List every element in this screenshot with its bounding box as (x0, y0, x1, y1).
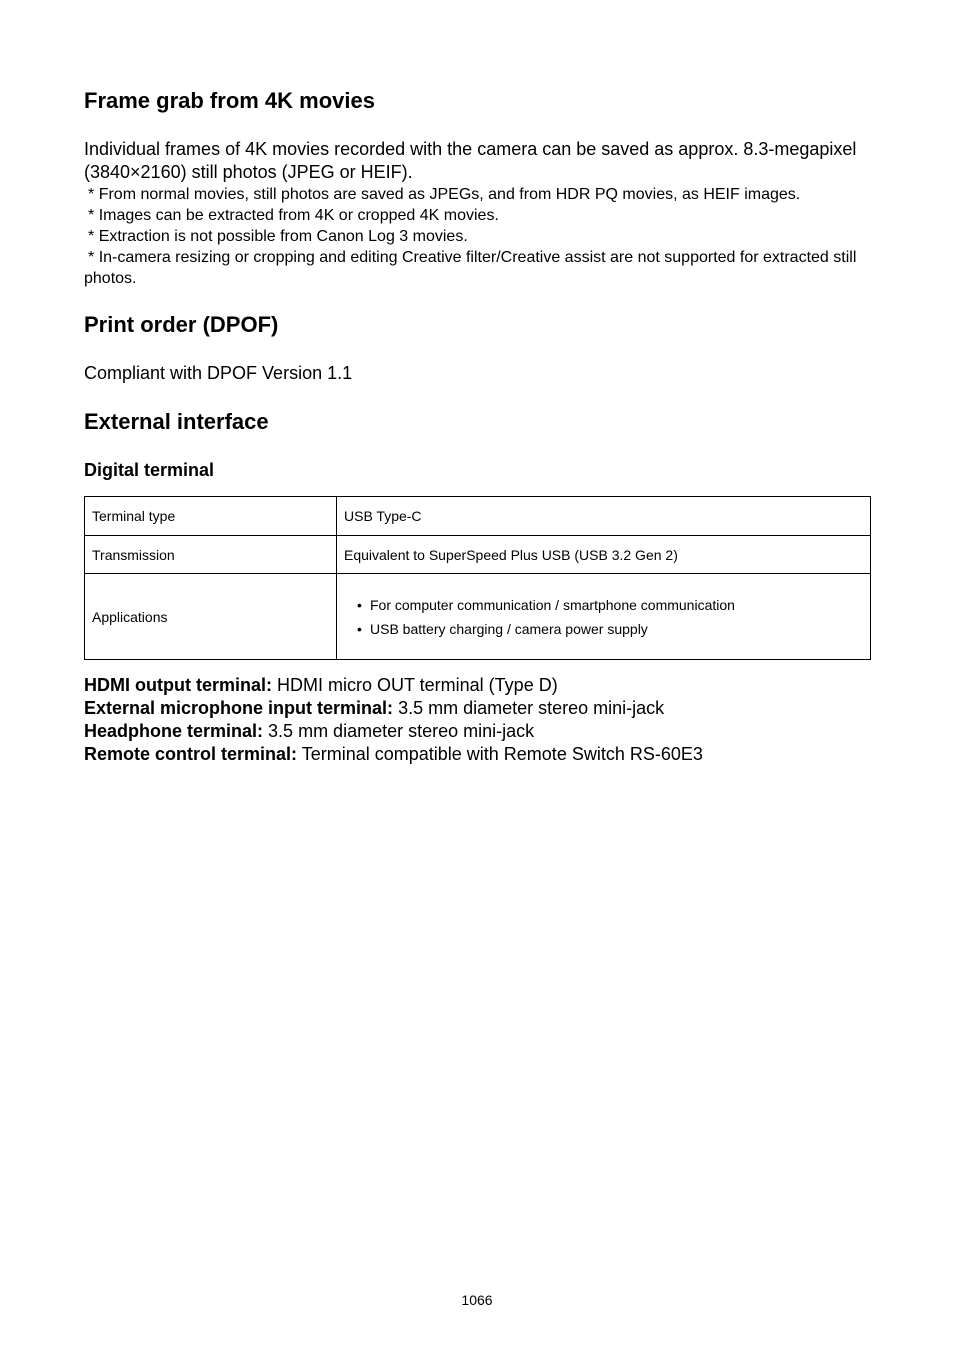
page-number: 1066 (461, 1292, 493, 1308)
frame-grab-paragraph: Individual frames of 4K movies recorded with the camera can be saved as approx. 8.3-megapixel (3840×2160) still photos (JPEG or HEIF). (84, 139, 857, 182)
terminal-label: Headphone terminal: (84, 721, 264, 741)
heading-print-order: Print order (DPOF) (84, 312, 279, 337)
table-cell-key: Transmission (85, 536, 337, 574)
print-order-paragraph: Compliant with DPOF Version 1.1 (84, 363, 353, 383)
terminal-line (84, 720, 871, 743)
note-item: * In-camera resizing or cropping and editing Creative filter/Creative assist are not supported for extracted still photos. (84, 249, 857, 287)
terminal-value: 3.5 mm diameter stereo mini-jack (268, 721, 535, 741)
terminal-label: External microphone input terminal: (84, 698, 394, 718)
table-cell-key: Terminal type (85, 497, 337, 536)
terminal-line (84, 697, 871, 720)
table-row (85, 574, 871, 660)
note-item: * Images can be extracted from 4K or cropped 4K movies. (88, 207, 499, 224)
note-item: * From normal movies, still photos are saved as JPEGs, and from HDR PQ movies, as HEIF images. (88, 186, 801, 203)
note-item: * Extraction is not possible from Canon Log 3 movies. (88, 228, 468, 245)
terminal-label: Remote control terminal: (84, 744, 298, 764)
table-cell-value (337, 574, 871, 660)
table-cell-value: Equivalent to SuperSpeed Plus USB (USB 3.2 Gen 2) (337, 536, 871, 574)
table-cell-key: Applications (85, 574, 337, 660)
table-row (85, 536, 871, 574)
table-row (85, 497, 871, 536)
terminal-line (84, 674, 871, 697)
subheading-digital-terminal: Digital terminal (84, 460, 215, 480)
applications-list (344, 593, 863, 641)
list-item: • For computer communication / smartphone communication (357, 596, 735, 613)
frame-grab-notes (84, 184, 871, 289)
heading-external-interface: External interface (84, 409, 269, 434)
terminal-value: HDMI micro OUT terminal (Type D) (277, 675, 558, 695)
digital-terminal-table (84, 496, 871, 660)
list-item: • USB battery charging / camera power supply (357, 620, 648, 637)
terminal-list (84, 674, 871, 766)
table-cell-value: USB Type-C (337, 497, 871, 536)
terminal-value: Terminal compatible with Remote Switch RS-60E3 (301, 744, 703, 764)
heading-frame-grab: Frame grab from 4K movies (84, 88, 375, 113)
terminal-label: HDMI output terminal: (84, 675, 272, 695)
terminal-value: 3.5 mm diameter stereo mini-jack (398, 698, 665, 718)
terminal-line (84, 743, 871, 766)
